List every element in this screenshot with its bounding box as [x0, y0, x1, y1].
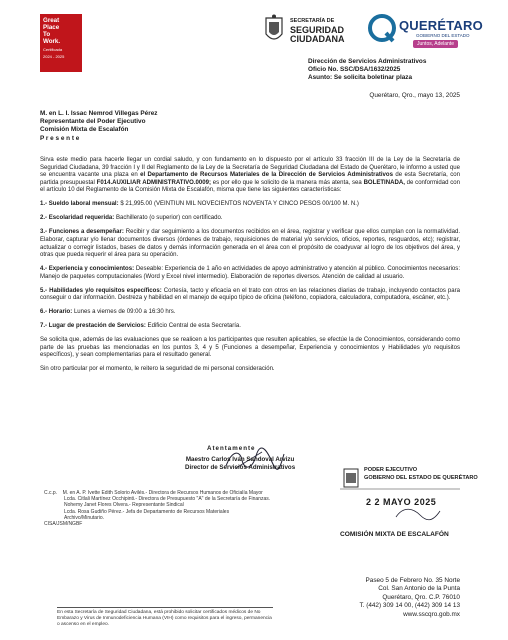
paragraph-closing: Sin otro particular por el momento, le reitero la seguridad de mi personal consideración.	[40, 366, 275, 373]
queretaro-tagline: Juntos, Adelante	[413, 40, 458, 48]
item-sueldo-text: $ 21,995.00 (VEINTIUN MIL NOVECIENTOS NOVENTA Y CINCO PESOS 00/100 M. N.)	[118, 201, 359, 208]
sec-line2: SEGURIDAD	[290, 25, 345, 35]
intro-partida: F014.AUXILIAR ADMINISTRATIVO.0009;	[96, 179, 212, 186]
address-block	[359, 577, 460, 619]
intro-text-c: de esta Secretaría, con partida presupuestal	[40, 172, 460, 186]
paragraph-intro	[40, 157, 460, 195]
item-habilidades	[40, 288, 460, 303]
sec-line3: CIUDADANA	[290, 34, 345, 44]
received-stamp	[336, 465, 478, 545]
recipient-org: Comisión Mixta de Escalafón	[40, 126, 129, 134]
item-lugar-text: Edificio Central de esta Secretaría.	[145, 323, 241, 330]
secretaria-logo-text	[290, 17, 345, 44]
queretaro-name: QUERÉTARO	[399, 18, 483, 33]
recipient-name: M. en L. I. Issac Nemrod Villegas Pérez	[40, 110, 158, 117]
item-escolaridad-label: 2.- Escolaridad requerida:	[40, 215, 115, 222]
recipient-presente: P r e s e n t e	[40, 134, 80, 142]
badge-years: 2024 - 2025	[43, 54, 65, 59]
item-horario-label: 6.- Horario:	[40, 309, 73, 316]
item-horario-text: Lunes a viernes de 09:00 a 16:30 hrs.	[72, 309, 176, 316]
item-lugar	[40, 323, 460, 331]
badge-line3: To	[43, 31, 51, 38]
oficio-number: Oficio No. SSC/DSA/1632/2025	[308, 66, 401, 74]
intro-text-g: de conformidad con el artículo 10 del Reglamento de la Comisión Mixta de Escalafón, misma que tiene las siguientes características:	[40, 179, 460, 194]
item-funciones-text: Recibir y dar seguimiento a los documentos recibidos en el área, registrar y verificar que ellos cumplan con la normatividad. Elaborar, capturar y/o llenar documentos diversos (órdenes de trabajo, requisiciones de material y/o servicios, oficios, reportes, resguardos, etc); registrar, actualizar o corregir listados, bases de datos y demás información generada en el área con el propósito de coadyuvar al logro de los objetivos del área, y otras que pueda requerir el área para su operación.	[40, 229, 460, 259]
item-horario	[40, 309, 460, 317]
item-habilidades-text: Cortesía, tacto y eficacia en el trato con otros en las relaciones diarias de trabajo, incluyendo contactos para conseguir o dar información. Destreza y habilidad en el manejo de equipo típico de oficina (teléfono, copiadora, calculadora, computadora, escáner, etc.).	[40, 287, 460, 302]
item-lugar-label: 7.- Lugar de prestación de Servicios:	[40, 323, 146, 330]
paragraph-request: Se solicita que, además de las evaluaciones que se realicen a los participantes que resulten aplicables, se efectúe la de Conocimientos, considerando como parte de las pruebas las mencionadas en los puntos 3, 4 y 5 (Funciones a desempeñar, Experiencia y conocimientos y Habilidades y/o requisitos específicos), y sean complementarias para el resultado general.	[40, 337, 460, 359]
item-habilidades-label: 5.- Habilidades y/o requisitos específicos:	[40, 287, 162, 294]
recipient-role: Representante del Poder Ejecutivo	[40, 118, 146, 126]
item-escolaridad	[40, 215, 460, 223]
ccp-label: C.c.p.	[44, 490, 58, 496]
recipient-block	[40, 110, 157, 143]
badge-line4: Work.	[43, 38, 61, 45]
footer-note: En esta Secretaría de Seguridad Ciudadana, está prohibido solicitar certificados médicos de No Embarazo y Virus de Inmunodeficiencia Humana (VIH) como requisitos para el ingreso, permanencia o ascenso en el empleo.	[57, 607, 273, 628]
intro-dept: el Departamento de Recursos Materiales de la Dirección de Servicios Administrativos	[140, 172, 393, 179]
asunto: Asunto: Se solicita boletinar plaza	[308, 74, 413, 82]
signer-title: Director de Servicios Administrativos	[185, 463, 296, 471]
item-funciones	[40, 229, 460, 259]
stamp-line1: PODER EJECUTIVO	[364, 467, 418, 473]
document-date: Querétaro, Qro., mayo 13, 2025	[369, 92, 460, 99]
badge-line2: Place	[43, 24, 60, 31]
signer-name: Maestro Carlos Iván Sandoval Arvizu	[185, 456, 295, 463]
ccp-row-3: Nohemy Janet Flores Olvera.- Representante Sindical	[64, 502, 184, 509]
queretaro-logo-icon	[368, 14, 396, 44]
address-line3: Querétaro, Qro. C.P. 76010	[382, 593, 460, 601]
stamp-date: 2 2 MAYO 2025	[366, 497, 437, 507]
address-line1: Paseo 5 de Febrero No. 35 Norte	[365, 577, 460, 584]
address-line4: T. (442) 309 14 00, (442) 309 14 13	[359, 602, 460, 610]
item-experiencia-text: Deseable: Experiencia de 1 año en actividades de apoyo administrativo y atención al público. Conocimientos necesarios: Manejo de paquetes computacionales (Word y Excel nivel intermedio). Elaboración de reportes diversos. Atención de calidad al usuario.	[40, 266, 460, 280]
badge-line1: Great	[43, 17, 60, 24]
great-place-to-work-badge	[40, 14, 82, 72]
badge-cert: Certificada	[43, 47, 63, 52]
item-sueldo	[40, 201, 460, 209]
item-experiencia-label: 4.- Experiencia y conocimientos:	[40, 266, 135, 273]
item-sueldo-label: 1.- Sueldo laboral mensual:	[40, 201, 119, 208]
address-website: www.sscqro.gob.mx	[403, 610, 460, 618]
intro-text-a: Sirva este medio para hacerle llegar un cordial saludo, y con fundamento en lo dispuesto por el artículo 33 fracción III de la Ley de la Secretaría de Seguridad Ciudadana, 39 fracción I y II del Reglamento de la Ley de la Secretaría de Seguridad Ciudadana del Estado de Querétaro, le informo a usted que se encuentra vacante una plaza en	[40, 157, 460, 179]
state-seal-icon	[263, 14, 285, 48]
ccp-row-4: Lcda. Rosa Gudiño Pérez.- Jefa de Departamento de Recursos Materiales	[64, 508, 230, 515]
address-line2: Col. San Antonio de la Punta	[378, 585, 460, 593]
ccp-line1: M. en A. P. Ivette Edith Solorio Avilés.- Directora de Recursos Humanos de Oficialía Mayor	[62, 490, 263, 496]
atentamente: Atentamente	[207, 445, 256, 452]
letter-body	[40, 157, 460, 380]
ccp-row-2: Lcda. Citlali Martínez Occhipinti.- Directora de Presupuesto "A" de la Secretaría de Finanzas.	[64, 496, 271, 503]
ccp-row-5: Archivo/Minutario.	[64, 514, 105, 521]
intro-boletinada: BOLETINADA,	[363, 179, 405, 186]
ccp-initials: CISA/JSM/NGBF	[44, 521, 83, 528]
document-header	[308, 58, 460, 83]
item-funciones-label: 3.- Funciones a desempeñar:	[40, 229, 124, 236]
stamp-line2: GOBIERNO DEL ESTADO DE QUERÉTARO	[364, 475, 478, 481]
stamp-line3: COMISIÓN MIXTA DE ESCALAFÓN	[340, 531, 449, 538]
item-experiencia	[40, 266, 460, 281]
item-escolaridad-text: Bachillerato (o superior) con certificado.	[114, 215, 223, 222]
ccp-block	[44, 490, 270, 527]
signature-block	[185, 456, 295, 472]
dept-name: Dirección de Servicios Administrativos	[308, 58, 427, 65]
sec-line1: SECRETARÍA DE	[290, 18, 335, 24]
intro-text-e: es por ello que le solicito de la manera más atenta, sea	[211, 179, 364, 186]
queretaro-subtitle: GOBIERNO DEL ESTADO	[416, 33, 470, 38]
